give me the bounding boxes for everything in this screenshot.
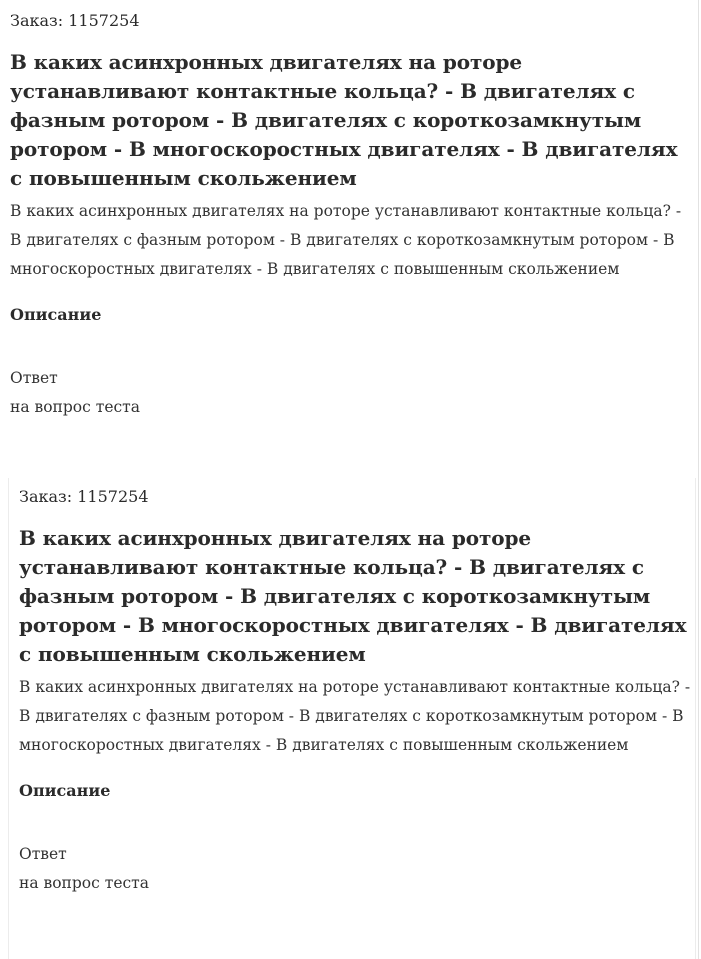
answer-line-2: на вопрос теста — [19, 874, 149, 892]
answer-text — [10, 364, 690, 422]
question-text: В каких асинхронных двигателях на роторе устанавливают контактные кольца? - В двигателях с фазным ротором - В двигателях с короткозамкнутым ротором - В многоскоростных двигателях - В двигателях с повышенным скольжением — [19, 678, 691, 754]
answer-text — [19, 840, 695, 898]
question-title: В каких асинхронных двигателях на роторе устанавливают контактные кольца? - В двигателях с фазным ротором - В двигателях с короткозамкнутым ротором - В многоскоростных двигателях - В двигателях с повышенным скольжением — [19, 526, 687, 666]
answer-line-1: Ответ — [10, 369, 58, 387]
question-title: В каких асинхронных двигателях на роторе устанавливают контактные кольца? - В двигателях с фазным ротором - В двигателях с короткозамкнутым ротором - В многоскоростных двигателях - В двигателях с повышенным скольжением — [10, 50, 678, 190]
description-heading: Описание — [10, 305, 102, 324]
answer-line-2: на вопрос теста — [10, 398, 140, 416]
order-number: Заказ: 1157254 — [10, 11, 140, 30]
answer-line-1: Ответ — [19, 845, 67, 863]
page-edge-divider — [698, 0, 699, 959]
description-heading: Описание — [19, 781, 111, 800]
order-card — [10, 8, 690, 422]
order-number: Заказ: 1157254 — [19, 487, 149, 506]
order-card-duplicate — [8, 478, 696, 959]
question-text: В каких асинхронных двигателях на роторе устанавливают контактные кольца? - В двигателях с фазным ротором - В двигателях с короткозамкнутым ротором - В многоскоростных двигателях - В двигателях с повышенным скольжением — [10, 202, 682, 278]
